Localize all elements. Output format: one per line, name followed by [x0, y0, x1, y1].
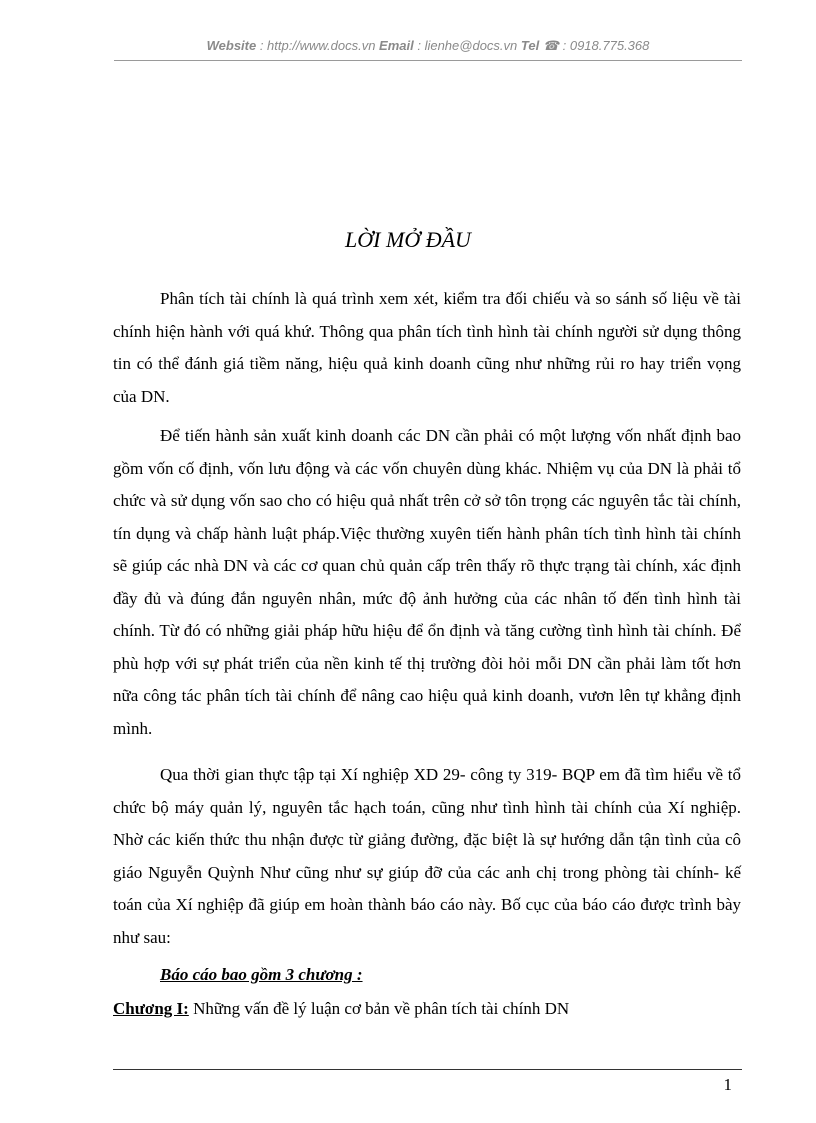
tel-value: ☎ : 0918.775.368 [539, 38, 650, 53]
email-value: : lienhe@docs.vn [413, 38, 521, 53]
chapter-1-label: Chương I: [113, 999, 189, 1018]
paragraph-3: Qua thời gian thực tập tại Xí nghiệp XD 29- công ty 319- BQP em đã tìm hiểu về tổ chức bộ máy quản lý, nguyên tắc hạch toán, cũng như tình hình tài chính của Xí nghiệp. Nhờ các kiến thức thu nhận được từ giảng đường, đặc biệt là sự hướng dẫn tận tình của cô giáo Nguyễn Quỳnh Như cũng như sự giúp đỡ của các anh chị trong phòng tài chính- kế toán của Xí nghiệp đã giúp em hoàn thành báo cáo này. Bố cục của báo cáo được trình bày như sau: [113, 765, 741, 947]
paragraph-2: Để tiến hành sản xuất kinh doanh các DN cần phải có một lượng vốn nhất định bao gồm vốn cố định, vốn lưu động và các vốn chuyên dùng khác. Nhiệm vụ của DN là phải tổ chức và sử dụng vốn sao cho có hiệu quả nhất trên cở sở tôn trọng các nguyên tắc tài chính, tín dụng và chấp hành luật pháp.Việc thường xuyên tiến hành phân tích tình hình tài chính sẽ giúp các nhà DN và các cơ quan chủ quản cấp trên thấy rõ thực trạng tài chính, xác định đầy đủ và đúng đắn nguyên nhân, mức độ ảnh hưởng của các nhân tố đến tình hình tài chính. Từ đó có những giải pháp hữu hiệu để ổn định và tăng cường tình hình tài chính. Để phù hợp với sự phát triển của nền kinh tế thị trường đòi hỏi mỗi DN cần phải làm tốt hơn nữa công tác phân tích tài chính để nâng cao hiệu quả kinh doanh, vươn lên tự khẳng định mình. [113, 426, 741, 738]
footer-divider [113, 1069, 742, 1070]
website-label: Website [206, 38, 257, 53]
chapter-1-line [113, 999, 569, 1019]
report-heading: Báo cáo bao gồm 3 chương : [160, 965, 363, 984]
email-label: Email [379, 38, 414, 53]
document-title: LỜI MỞ ĐẦU [345, 227, 471, 252]
page-number: 1 [723, 1075, 732, 1094]
paragraph-1: Phân tích tài chính là quá trình xem xét, kiểm tra đối chiếu và so sánh số liệu về tài chính hiện hành với quá khứ. Thông qua phân tích tình hình tài chính người sử dụng thông tin có thể đánh giá tiềm năng, hiệu quả kinh doanh cũng như những rủi ro hay triển vọng của DN. [113, 289, 741, 406]
page-header [114, 38, 742, 61]
tel-label: Tel [520, 38, 540, 53]
chapter-1-text: Những vấn đề lý luận cơ bản về phân tích tài chính DN [188, 999, 570, 1018]
website-value: : http://www.docs.vn [256, 38, 380, 53]
